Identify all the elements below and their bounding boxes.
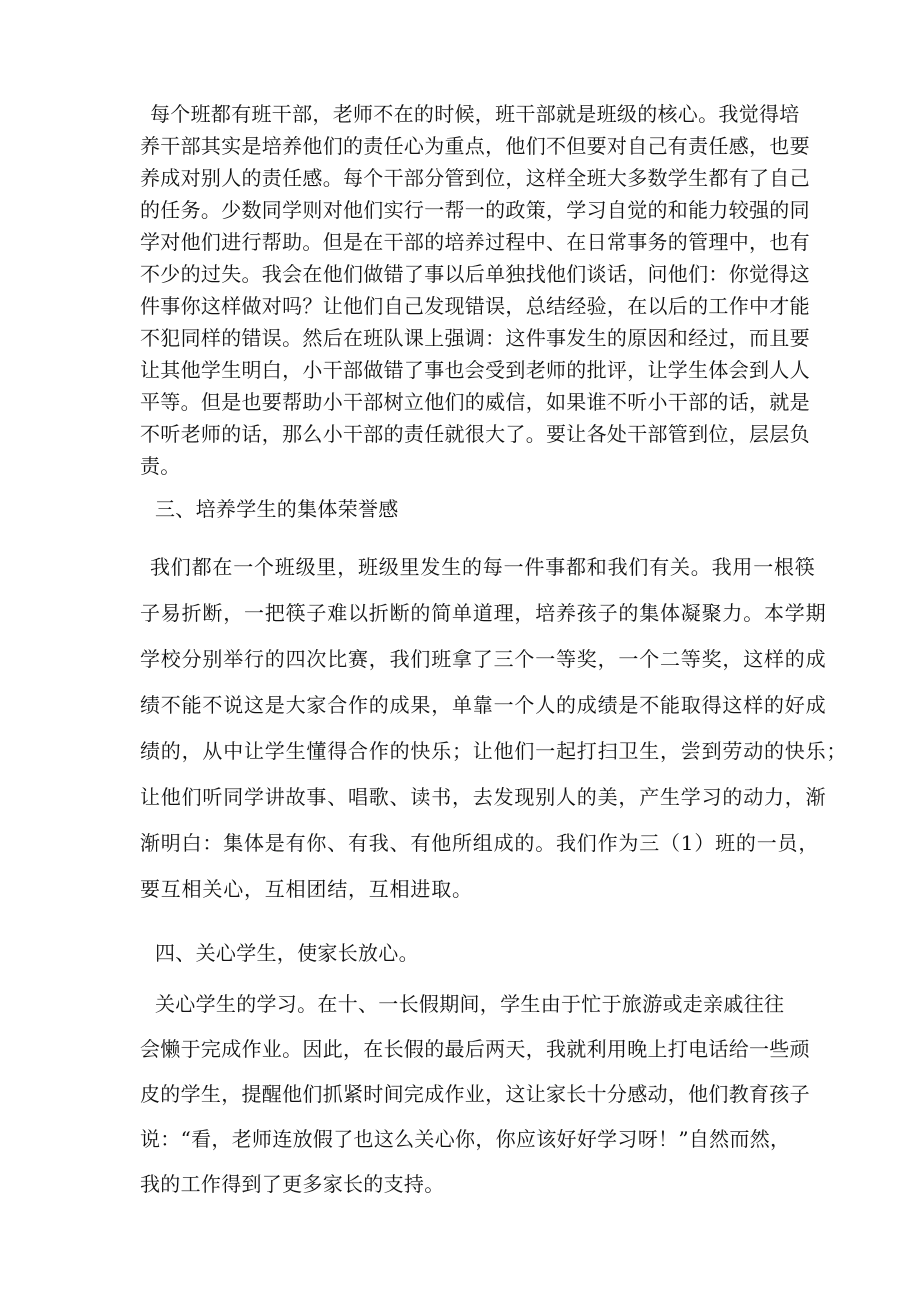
text-line: 学对他们进行帮助。但是在干部的培养过程中、在日常事务的管理中，也有 (140, 230, 810, 254)
text-line: 说：“看，老师连放假了也这么关心你，你应该好好学习呀！”自然而然， (140, 1127, 791, 1151)
text-line: 绩不能不说这是大家合作的成果，单靠一个人的成绩是不能取得这样的好成 (140, 693, 827, 717)
text-line: 不犯同样的错误。然后在班队课上强调：这件事发生的原因和经过，而且要 (140, 326, 810, 350)
text-line: 平等。但是也要帮助小干部树立他们的威信，如果谁不听小干部的话，就是 (140, 390, 810, 414)
text-line: 不少的过失。我会在他们做错了事以后单独找他们谈话，问他们：你觉得这 (140, 262, 810, 286)
text-line: 养干部其实是培养他们的责任心为重点，他们不但要对自己有责任感，也要 (140, 134, 810, 158)
text-line: 养成对别人的责任感。每个干部分管到位，这样全班大多数学生都有了自己 (140, 166, 810, 190)
text-line: 让他们听同学讲故事、唱歌、读书，去发现别人的美，产生学习的动力，渐 (140, 785, 827, 809)
text-line: 皮的学生，提醒他们抓紧时间完成作业，这让家长十分感动，他们教育孩子 (140, 1082, 810, 1106)
text-line: 件事你这样做对吗？让他们自己发现错误，总结经验，在以后的工作中才能 (140, 294, 810, 318)
text-line: 让其他学生明白，小干部做错了事也会受到老师的批评，让学生体会到人人 (140, 358, 810, 382)
text-line: 渐明白：集体是有你、有我、有他所组成的。我们作为三（1）班的一员， (140, 831, 820, 855)
text-line: 学校分别举行的四次比赛，我们班拿了三个一等奖，一个二等奖，这样的成 (140, 647, 827, 671)
text-line: 我们都在一个班级里，班级里发生的每一件事都和我们有关。我用一根筷 (150, 555, 816, 579)
text-line: 绩的，从中让学生懂得合作的快乐；让他们一起打扫卫生，尝到劳动的快乐； (140, 739, 848, 763)
text-line: 不听老师的话，那么小干部的责任就很大了。要让各处干部管到位，层层负 (140, 422, 810, 446)
section-heading-3: 三、培养学生的集体荣誉感 (155, 497, 399, 521)
text-line: 会懒于完成作业。因此，在长假的最后两天，我就利用晚上打电话给一些顽 (140, 1037, 810, 1061)
text-line: 的任务。少数同学则对他们实行一帮一的政策，学习自觉的和能力较强的同 (140, 198, 810, 222)
text-line: 要互相关心，互相团结，互相进取。 (140, 877, 473, 901)
text-line: 责。 (140, 454, 181, 478)
text-line: 关心学生的学习。在十、一长假期间，学生由于忙于旅游或走亲戚往往 (155, 992, 785, 1016)
section-heading-4: 四、关心学生，使家长放心。 (155, 941, 419, 965)
text-line: 子易折断，一把筷子难以折断的简单道理，培养孩子的集体凝聚力。本学期 (140, 601, 827, 625)
text-line: 我的工作得到了更多家长的支持。 (140, 1172, 445, 1196)
text-line: 每个班都有班干部，老师不在的时候，班干部就是班级的核心。我觉得培 (150, 102, 800, 126)
